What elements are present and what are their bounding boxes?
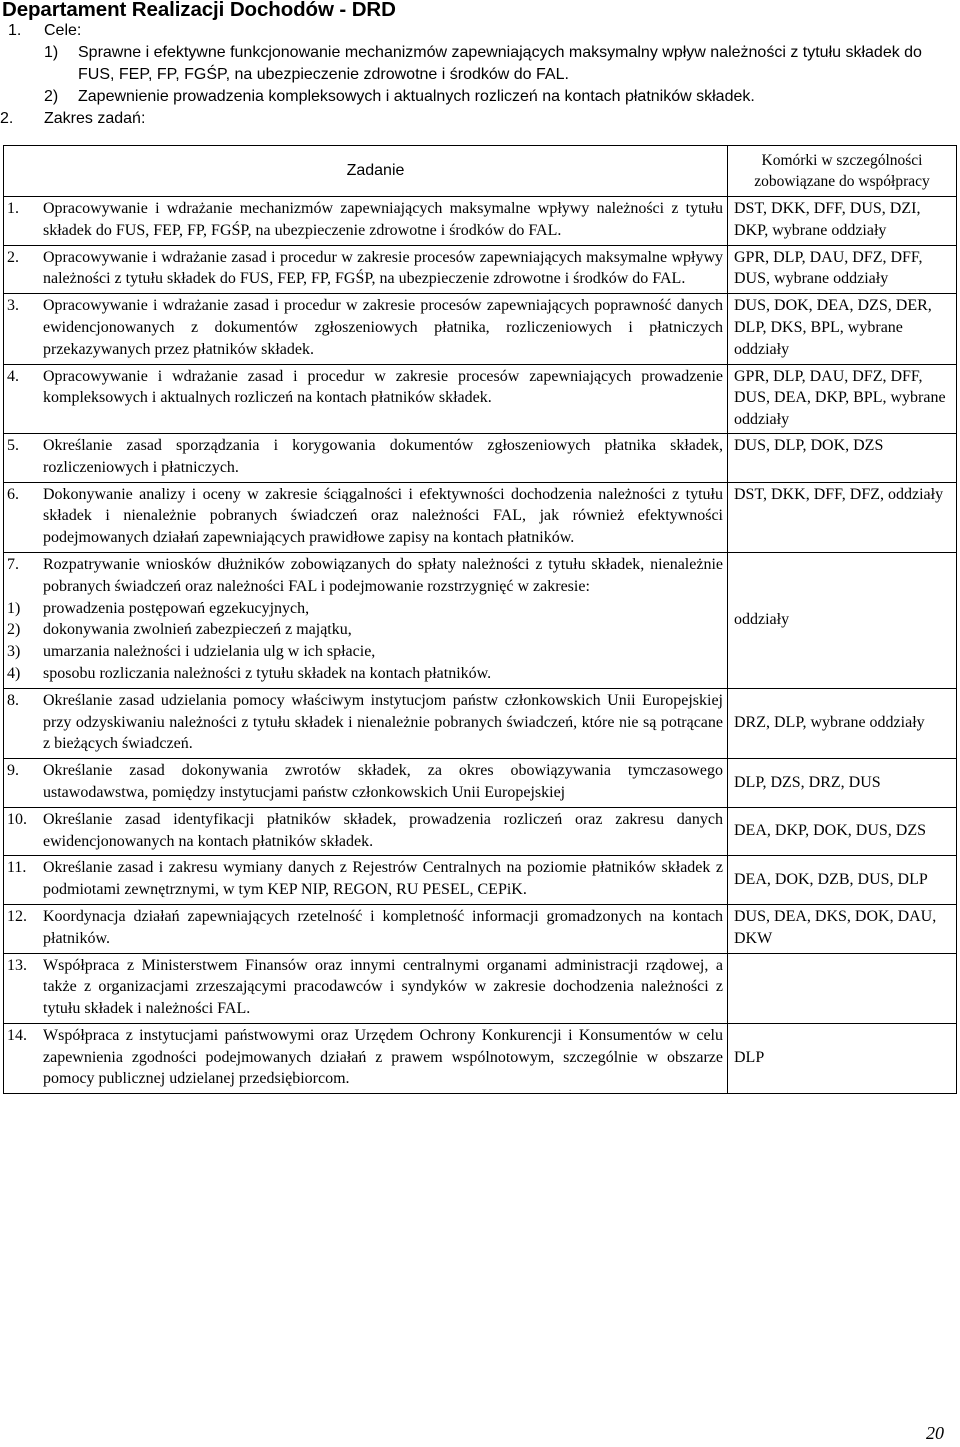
task-content — [43, 955, 723, 1020]
task-text: Dokonywanie analizy i oceny w zakresie ściągalności i efektywności dochodzenia należności z tytułu składek i nienależnie pobranych świadczeń oraz należności FAL, jak również efektywności podejmowanych działań zapewniających prawidłowe zapisy na kontach płatników. — [43, 485, 723, 547]
task-number: 12. — [7, 907, 27, 925]
goal-text: Sprawne i efektywne funkcjonowanie mechanizmów zapewniających maksymalny wpływ należności z tytułu składek do FUS, FEP, FP, FGŚP, na ubezpieczenie zdrowotne i środków do FAL. — [78, 44, 922, 83]
task-content — [43, 857, 723, 901]
task-subitem — [7, 598, 723, 620]
goal-item — [8, 86, 953, 108]
departments-cell: DUS, DEA, DKS, DOK, DAU, DKW — [728, 904, 957, 953]
departments-cell: oddziały — [728, 552, 957, 688]
task-cell — [4, 688, 728, 758]
departments-cell: DUS, DOK, DEA, DZS, DER, DLP, DKS, BPL, wybrane oddziały — [728, 294, 957, 364]
table-row — [4, 904, 957, 953]
subitem-number: 2) — [7, 621, 21, 639]
task-cell — [4, 807, 728, 856]
task-number: 11. — [7, 859, 27, 877]
subitem-number: 3) — [7, 643, 21, 661]
departments-cell: DLP — [728, 1023, 957, 1093]
table-row — [4, 294, 957, 364]
table-row — [4, 807, 957, 856]
task-number: 8. — [7, 691, 19, 709]
departments-cell: DEA, DKP, DOK, DUS, DZS — [728, 807, 957, 856]
table-row — [4, 856, 957, 905]
page-number: 20 — [926, 1423, 944, 1443]
departments-cell: DEA, DOK, DZB, DUS, DLP — [728, 856, 957, 905]
task-cell — [4, 482, 728, 552]
table-row — [4, 482, 957, 552]
task-content — [43, 198, 723, 242]
table-row — [4, 364, 957, 433]
task-number: 5. — [7, 436, 19, 454]
task-content — [43, 1025, 723, 1090]
task-text: Koordynacja działań zapewniających rzetelność i kompletność informacji gromadzonych na kontach płatników. — [43, 907, 723, 947]
goal-item — [8, 42, 953, 86]
task-cell — [4, 552, 728, 688]
table-row — [4, 688, 957, 758]
task-number: 13. — [7, 956, 27, 974]
task-text: Opracowywanie i wdrażanie zasad i procedur w zakresie procesów zapewniających poprawność danych ewidencjonowanych z dokumentów zgłoszeniowych płatnika, rozliczeniowych i płatniczych przekazywanych przez płatników składek. — [43, 297, 723, 358]
task-text: Opracowywanie i wdrażanie zasad i procedur w zakresie procesów zapewniających prowadzenie kompleksowych i aktualnych rozliczeń na kontach płatników składek. — [43, 367, 723, 407]
task-number: 9. — [7, 762, 19, 780]
goal-number: 2) — [44, 88, 59, 105]
task-cell — [4, 433, 728, 482]
task-content — [7, 554, 723, 685]
table-row — [4, 1023, 957, 1093]
task-text: Współpraca z Ministerstwem Finansów oraz innymi centralnymi organami administracji rządowej, a także z organizacjami zrzeszającymi pracodawców i syndyków w zakresie dochodzenia należności z tytułu składek i należności FAL. — [43, 956, 723, 1018]
header-task: Zadanie — [4, 146, 728, 197]
task-subitem — [7, 641, 723, 663]
table-row — [4, 953, 957, 1023]
task-text: Opracowywanie i wdrażanie zasad i procedur w zakresie procesów zapewniających maksymalne wpływy należności z tytułu składek do FUS, FEP, FP, FGŚP, na ubezpieczenie zdrowotne i środków do FAL. — [43, 248, 723, 288]
header-departments: Komórki w szczególności zobowiązane do współpracy — [728, 146, 957, 197]
section-1-heading — [8, 20, 953, 42]
task-text: Określanie zasad udzielania pomocy właściwym instytucjom państw członkowskich Unii Europejskiej przy odzyskiwaniu należności z tytułu składek i nienależnie pobranych świadczeń, które nie są potrącane z bieżących świadczeń. — [43, 691, 723, 753]
task-text: Określanie zasad dokonywania zwrotów składek, za okres obowiązywania tymczasowego ustawodawstwa, pomiędzy instytucjami państw członkowskich Unii Europejskiej — [43, 762, 723, 801]
task-number: 4. — [7, 367, 19, 385]
task-text: Określanie zasad identyfikacji płatników składek, prowadzenia rozliczeń oraz zakresu danych ewidencjonowanych na kontach płatników składek. — [43, 810, 723, 850]
section-2-heading — [0, 108, 953, 130]
tasks-table — [3, 145, 957, 1094]
task-number: 3. — [7, 297, 19, 315]
task-cell — [4, 245, 728, 294]
task-content — [43, 295, 723, 360]
departments-cell: DST, DKK, DFF, DFZ, oddziały — [728, 482, 957, 552]
task-text: Określanie zasad i zakresu wymiany danych z Rejestrów Centralnych na poziomie płatników składek z podmiotami zewnętrznymi, w tym KEP NIP, REGON, RU PESEL, CEPiK. — [43, 859, 723, 899]
task-number: 7. — [7, 555, 19, 573]
subitem-text: dokonywania zwolnień zabezpieczeń z majątku, — [43, 621, 352, 639]
task-sublist — [7, 598, 723, 685]
departments-cell: DST, DKK, DFF, DUS, DZI, DKP, wybrane oddziały — [728, 197, 957, 246]
departments-cell: GPR, DLP, DAU, DFZ, DFF, DUS, DEA, DKP, BPL, wybrane oddziały — [728, 364, 957, 433]
goal-number: 1) — [44, 44, 59, 61]
subitem-text: umarzania należności i udzielania ulg w ich spłacie, — [43, 643, 376, 661]
task-subitem — [7, 663, 723, 685]
page-title: Departament Realizacji Dochodów - DRD — [2, 0, 396, 21]
table-row — [4, 197, 957, 246]
task-cell — [4, 1023, 728, 1093]
section-label: Cele: — [44, 22, 82, 39]
section-label: Zakres zadań: — [44, 110, 146, 127]
goals-section — [0, 20, 953, 130]
section-number: 1. — [8, 22, 22, 39]
task-number: 1. — [7, 200, 19, 217]
task-content — [43, 247, 723, 291]
table-row — [4, 245, 957, 294]
task-cell — [4, 759, 728, 808]
subitem-number: 4) — [7, 664, 21, 682]
subitem-text: sposobu rozliczania należności z tytułu składek na kontach płatników. — [43, 664, 492, 682]
task-subitem — [7, 619, 723, 641]
task-cell — [4, 856, 728, 905]
task-content — [43, 809, 723, 853]
task-number: 14. — [7, 1026, 27, 1044]
task-cell — [4, 364, 728, 433]
task-content — [43, 906, 723, 950]
task-cell — [4, 197, 728, 246]
task-number: 2. — [7, 248, 19, 266]
task-content — [43, 435, 723, 479]
task-content — [43, 690, 723, 755]
task-content — [43, 366, 723, 410]
departments-cell: DUS, DLP, DOK, DZS — [728, 433, 957, 482]
task-number: 10. — [7, 810, 27, 828]
goal-text: Zapewnienie prowadzenia kompleksowych i aktualnych rozliczeń na kontach płatników składek. — [78, 88, 755, 105]
departments-cell: DRZ, DLP, wybrane oddziały — [728, 688, 957, 758]
subitem-number: 1) — [7, 599, 21, 617]
departments-cell: GPR, DLP, DAU, DFZ, DFF, DUS, wybrane oddziały — [728, 245, 957, 294]
task-content — [43, 760, 723, 804]
section-number: 2. — [0, 110, 14, 127]
departments-cell: DLP, DZS, DRZ, DUS — [728, 759, 957, 808]
task-content — [43, 484, 723, 549]
departments-cell — [728, 953, 957, 1023]
task-cell — [4, 953, 728, 1023]
task-cell — [4, 904, 728, 953]
table-row — [4, 433, 957, 482]
subitem-text: prowadzenia postępowań egzekucyjnych, — [43, 599, 310, 617]
table-header-row — [4, 146, 957, 197]
table-row — [4, 552, 957, 688]
task-text: Współpraca z instytucjami państwowymi oraz Urzędem Ochrony Konkurencji i Konsumentów w celu zapewnienia zgodności podejmowanych działań z prawem wspólnotowym, szczególnie w obszarze pomocy publicznej udzielanej przedsiębiorcom. — [43, 1026, 723, 1088]
task-cell — [4, 294, 728, 364]
task-text: Rozpatrywanie wniosków dłużników zobowiązanych do spłaty należności z tytułu składek, nienależnie pobranych świadczeń oraz należności FAL i podejmowanie rozstrzygnięć w zakresie: — [43, 555, 723, 595]
task-number: 6. — [7, 485, 19, 503]
task-text: Opracowywanie i wdrażanie mechanizmów zapewniających maksymalne wpływy należności z tytułu składek do FUS, FEP, FP, FGŚP, na ubezpieczenie zdrowotne i środków do FAL. — [43, 200, 723, 239]
table-row — [4, 759, 957, 808]
task-text: Określanie zasad sporządzania i korygowania dokumentów zgłoszeniowych płatnika składek, rozliczeniowych i płatniczych. — [43, 436, 723, 476]
